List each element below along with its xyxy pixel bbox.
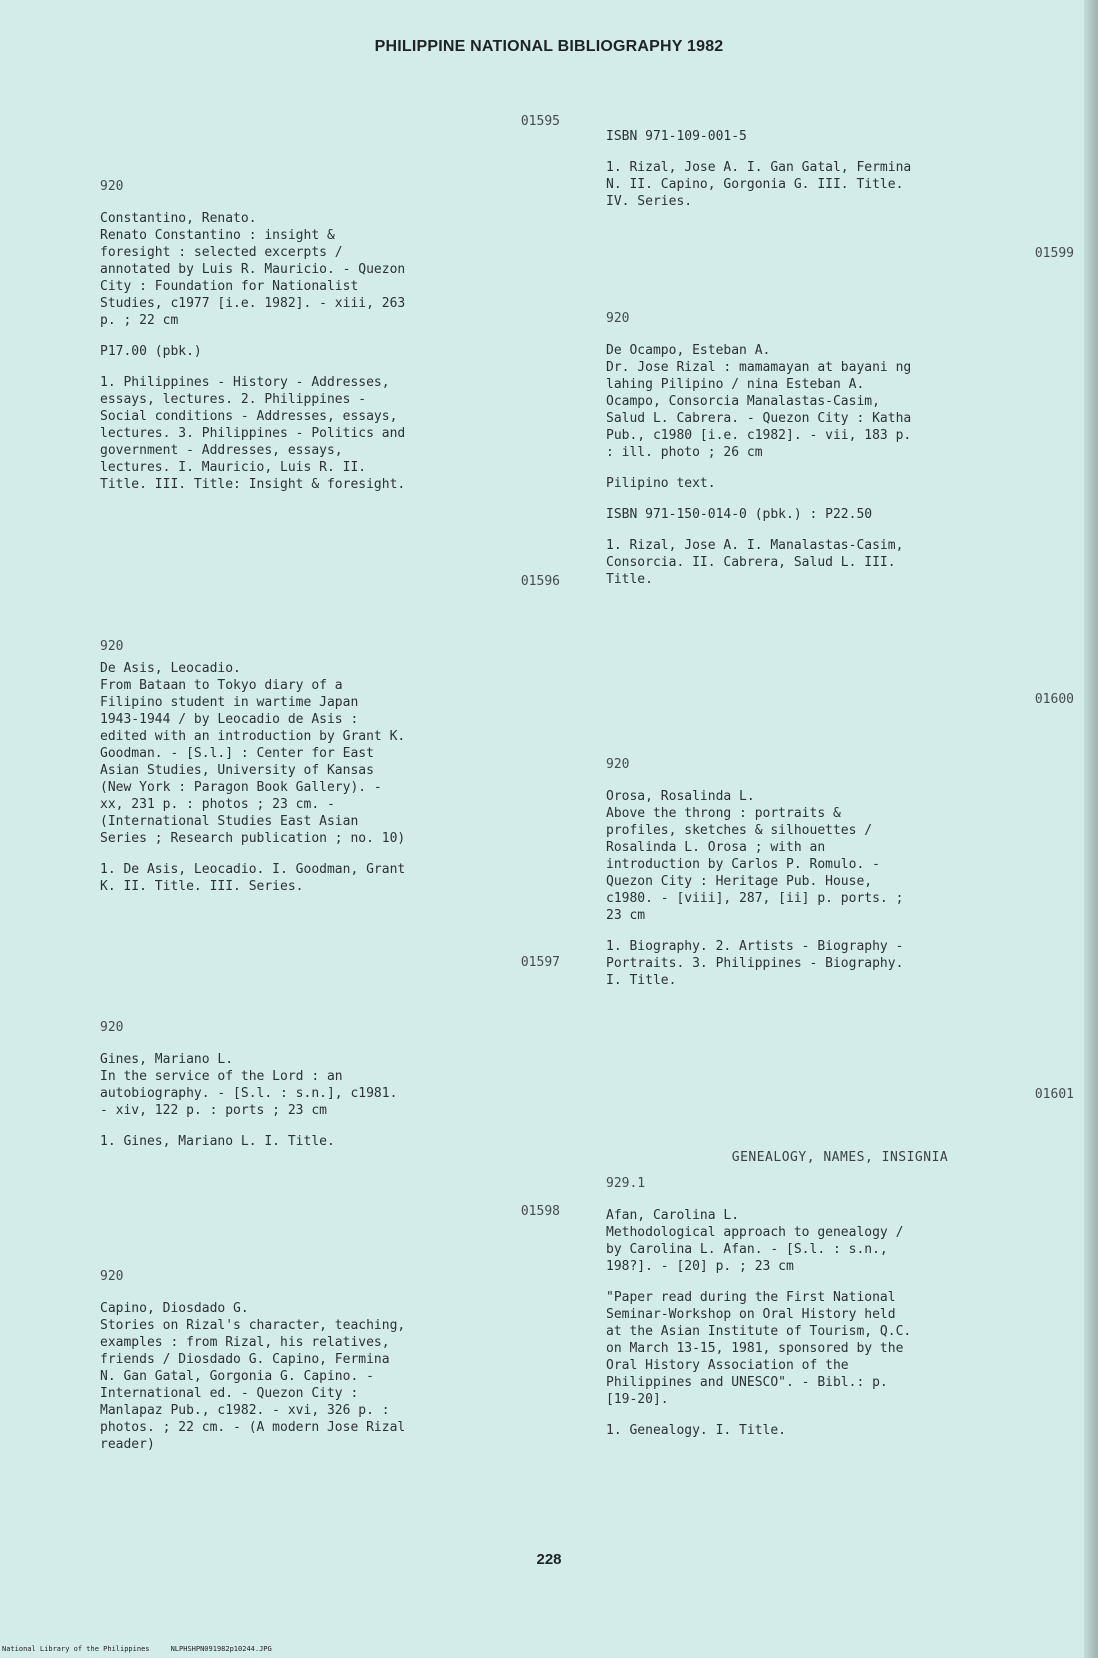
text-line: at the Asian Institute of Tourism, Q.C. xyxy=(606,1324,912,1339)
paragraph xyxy=(100,660,560,847)
text-line: 1. Genealogy. I. Title. xyxy=(606,1423,787,1438)
paragraph xyxy=(100,861,560,895)
class-number: 920 xyxy=(606,757,630,772)
footer-library: National Library of the Philippines xyxy=(2,1645,150,1653)
paragraph xyxy=(606,342,1074,461)
record-body xyxy=(100,660,560,895)
record-body xyxy=(100,1300,560,1453)
paragraph xyxy=(606,506,1074,523)
text-line: Seminar-Workshop on Oral History held xyxy=(606,1307,896,1322)
paragraph xyxy=(606,1422,1074,1439)
text-line: Dr. Jose Rizal : mamamayan at bayani ng xyxy=(606,360,912,375)
paragraph xyxy=(606,128,1074,145)
text-line: - xiv, 122 p. : ports ; 23 cm xyxy=(100,1103,327,1118)
section-heading: GENEALOGY, NAMES, INSIGNIA xyxy=(731,1150,949,1165)
text-line: Salud L. Cabrera. - Quezon City : Katha xyxy=(606,411,912,426)
record-body xyxy=(100,210,560,493)
text-line: 1943-1944 / by Leocadio de Asis : xyxy=(100,712,359,727)
record-number: 01601 xyxy=(1034,1087,1074,1102)
text-line: on March 13-15, 1981, sponsored by the xyxy=(606,1341,904,1356)
text-line: Asian Studies, University of Kansas xyxy=(100,763,374,778)
text-line: autobiography. - [S.l. : s.n.], c1981. xyxy=(100,1086,398,1101)
text-line: 1. Biography. 2. Artists - Biography - xyxy=(606,939,904,954)
text-line: Social conditions - Addresses, essays, xyxy=(100,409,398,424)
text-line: Studies, c1977 [i.e. 1982]. - xiii, 263 xyxy=(100,296,406,311)
record-body xyxy=(606,788,1074,989)
text-line: by Carolina L. Afan. - [S.l. : s.n., xyxy=(606,1242,888,1257)
text-line: lectures. 3. Philippines - Politics and xyxy=(100,426,406,441)
text-line: lahing Pilipino / nina Esteban A. xyxy=(606,377,865,392)
record-body xyxy=(100,1051,560,1150)
text-line: 1. Gines, Mariano L. I. Title. xyxy=(100,1134,335,1149)
text-line: introduction by Carlos P. Romulo. - xyxy=(606,857,880,872)
paragraph xyxy=(606,475,1074,492)
text-line: Filipino student in wartime Japan xyxy=(100,695,359,710)
text-line: edited with an introduction by Grant K. xyxy=(100,729,406,744)
text-line: Series ; Research publication ; no. 10) xyxy=(100,831,406,846)
text-line: Stories on Rizal's character, teaching, xyxy=(100,1318,406,1333)
paragraph xyxy=(100,210,560,329)
text-line: government - Addresses, essays, xyxy=(100,443,343,458)
text-line: N. Gan Gatal, Gorgonia G. Capino. - xyxy=(100,1369,374,1384)
paragraph xyxy=(606,1289,1074,1408)
text-line: De Ocampo, Esteban A. xyxy=(606,343,771,358)
text-line: lectures. I. Mauricio, Luis R. II. xyxy=(100,460,367,475)
text-line: In the service of the Lord : an xyxy=(100,1069,343,1084)
text-line: Methodological approach to genealogy / xyxy=(606,1225,904,1240)
text-line: Manlapaz Pub., c1982. - xvi, 326 p. : xyxy=(100,1403,390,1418)
text-line: Renato Constantino : insight & xyxy=(100,228,335,243)
class-number: 920 xyxy=(100,1269,124,1284)
text-line: : ill. photo ; 26 cm xyxy=(606,445,763,460)
record-01601 xyxy=(606,1087,1074,1439)
record-01598-continuation xyxy=(606,128,1074,210)
text-line: xx, 231 p. : photos ; 23 cm. - xyxy=(100,797,335,812)
text-line: Afan, Carolina L. xyxy=(606,1208,740,1223)
text-line: Philippines and UNESCO". - Bibl.: p. xyxy=(606,1375,888,1390)
text-line: Portraits. 3. Philippines - Biography. xyxy=(606,956,904,971)
record-01596 xyxy=(100,574,560,895)
paragraph xyxy=(100,343,560,360)
text-line: examples : from Rizal, his relatives, xyxy=(100,1335,390,1350)
text-line: De Asis, Leocadio. xyxy=(100,661,241,676)
text-line: From Bataan to Tokyo diary of a xyxy=(100,678,343,693)
text-line: photos. ; 22 cm. - (A modern Jose Rizal xyxy=(100,1420,406,1435)
text-line: 198?]. - [20] p. ; 23 cm xyxy=(606,1259,794,1274)
paragraph xyxy=(606,1207,1074,1275)
text-line: (New York : Paragon Book Gallery). - xyxy=(100,780,382,795)
record-body xyxy=(606,342,1074,588)
record-01600 xyxy=(606,692,1074,989)
class-number: 920 xyxy=(606,311,630,326)
text-line: Title. III. Title: Insight & foresight. xyxy=(100,477,406,492)
text-line: ISBN 971-150-014-0 (pbk.) : P22.50 xyxy=(606,507,873,522)
text-line: K. II. Title. III. Series. xyxy=(100,879,304,894)
text-line: ISBN 971-109-001-5 xyxy=(606,129,747,144)
class-number: 920 xyxy=(100,1020,124,1035)
paragraph xyxy=(100,1051,560,1119)
footer-file-id: NLPHSHPN091982p10244.JPG xyxy=(170,1645,272,1653)
text-line: friends / Diosdado G. Capino, Fermina xyxy=(100,1352,390,1367)
record-number: 01599 xyxy=(1034,246,1074,261)
class-number: 929.1 xyxy=(606,1176,646,1191)
text-line: P17.00 (pbk.) xyxy=(100,344,202,359)
text-line: foresight : selected excerpts / xyxy=(100,245,343,260)
scan-footer xyxy=(2,1645,272,1653)
page-title: PHILIPPINE NATIONAL BIBLIOGRAPHY 1982 xyxy=(374,38,724,55)
text-line: Gines, Mariano L. xyxy=(100,1052,234,1067)
text-line: Pub., c1980 [i.e. c1982]. - vii, 183 p. xyxy=(606,428,912,443)
record-body xyxy=(606,128,1074,210)
page-number: 228 xyxy=(536,1551,562,1568)
paragraph xyxy=(606,938,1074,989)
paragraph xyxy=(100,1300,560,1453)
text-line: 23 cm xyxy=(606,908,646,923)
text-line: "Paper read during the First National xyxy=(606,1290,896,1305)
text-line: N. II. Capino, Gorgonia G. III. Title. xyxy=(606,177,904,192)
text-line: Goodman. - [S.l.] : Center for East xyxy=(100,746,374,761)
page-edge-shadow xyxy=(1084,0,1098,1658)
text-line: I. Title. xyxy=(606,973,677,988)
record-number: 01597 xyxy=(520,955,560,970)
text-line: (International Studies East Asian xyxy=(100,814,359,829)
record-01598 xyxy=(100,1204,560,1453)
text-line: Ocampo, Consorcia Manalastas-Casim, xyxy=(606,394,880,409)
text-line: Orosa, Rosalinda L. xyxy=(606,789,755,804)
paragraph xyxy=(100,374,560,493)
text-line: Consorcia. II. Cabrera, Salud L. III. xyxy=(606,555,896,570)
text-line: 1. De Asis, Leocadio. I. Goodman, Grant xyxy=(100,862,406,877)
text-line: Capino, Diosdado G. xyxy=(100,1301,249,1316)
paragraph xyxy=(100,1133,560,1150)
class-number: 920 xyxy=(100,179,124,194)
text-line: 1. Philippines - History - Addresses, xyxy=(100,375,390,390)
text-line: Pilipino text. xyxy=(606,476,716,491)
record-number: 01596 xyxy=(520,574,560,589)
paragraph xyxy=(606,537,1074,588)
paragraph xyxy=(606,159,1074,210)
text-line: Rosalinda L. Orosa ; with an xyxy=(606,840,826,855)
text-line: Oral History Association of the xyxy=(606,1358,849,1373)
record-01599 xyxy=(606,246,1074,588)
text-line: Above the throng : portraits & xyxy=(606,806,841,821)
text-line: 1. Rizal, Jose A. I. Manalastas-Casim, xyxy=(606,538,904,553)
record-number: 01598 xyxy=(520,1204,560,1219)
class-number: 920 xyxy=(100,639,124,654)
text-line: Title. xyxy=(606,572,653,587)
text-line: 1. Rizal, Jose A. I. Gan Gatal, Fermina xyxy=(606,160,912,175)
record-number: 01600 xyxy=(1034,692,1074,707)
text-line: annotated by Luis R. Mauricio. - Quezon xyxy=(100,262,406,277)
record-01597 xyxy=(100,955,560,1150)
record-body xyxy=(606,1207,1074,1439)
text-line: International ed. - Quezon City : xyxy=(100,1386,359,1401)
text-line: City : Foundation for Nationalist xyxy=(100,279,359,294)
text-line: reader) xyxy=(100,1437,155,1452)
text-line: p. ; 22 cm xyxy=(100,313,179,328)
text-line: IV. Series. xyxy=(606,194,693,209)
text-line: profiles, sketches & silhouettes / xyxy=(606,823,873,838)
text-line: Quezon City : Heritage Pub. House, xyxy=(606,874,873,889)
text-line: [19-20]. xyxy=(606,1392,669,1407)
record-01595 xyxy=(100,114,560,493)
record-number: 01595 xyxy=(520,114,560,129)
text-line: essays, lectures. 2. Philippines - xyxy=(100,392,367,407)
paragraph xyxy=(606,788,1074,924)
text-line: Constantino, Renato. xyxy=(100,211,257,226)
text-line: c1980. - [viii], 287, [ii] p. ports. ; xyxy=(606,891,904,906)
